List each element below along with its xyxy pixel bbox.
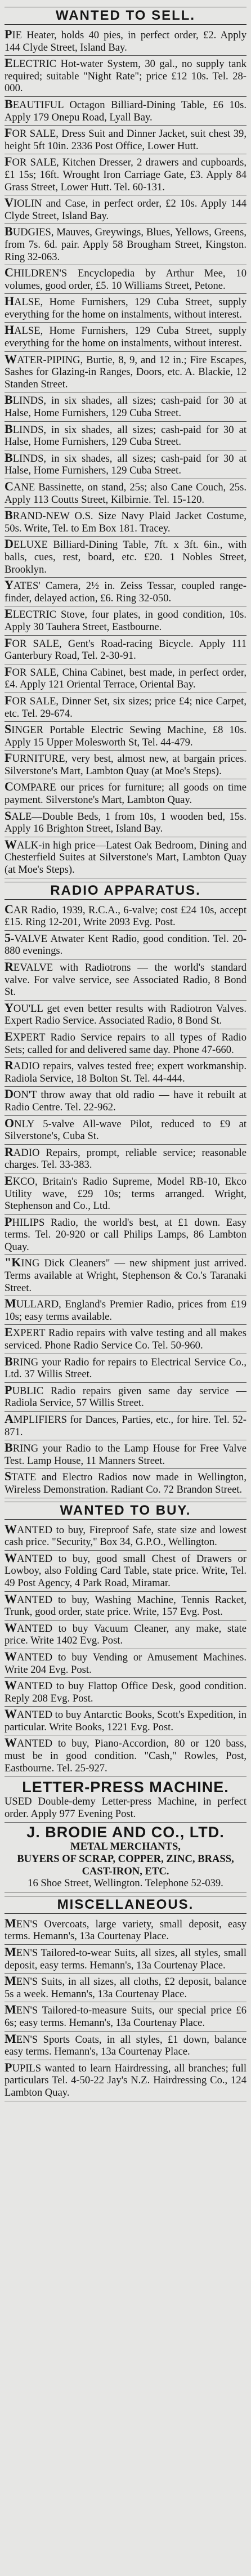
ads-list bbox=[5, 902, 246, 1498]
classified-ad: CHILDREN'S Encyclopedia by Arthur Mee, 10 volumes, good order, £5. 10 Williams Street, Petone. bbox=[5, 265, 246, 294]
classified-ad: DON'T throw away that old radio — have it rebuilt at Radio Centre. Tel. 22-962. bbox=[5, 1087, 246, 1115]
section-wanted-to-sell bbox=[5, 7, 246, 878]
classified-ad: EXPERT Radio repairs with valve testing and all makes serviced. Phone Radio Service Co. Tel. 50-960. bbox=[5, 1325, 246, 1354]
classified-ad: SALE—Double Beds, 1 from 10s, 1 wooden bed, 15s. Apply 16 Brighton Street, Island Bay. bbox=[5, 809, 246, 837]
classified-ad: ONLY 5-valve All-wave Pilot, reduced to £9 at Silverstone's, Cuba St. bbox=[5, 1116, 246, 1145]
classified-ad: RADIO repairs, valves tested free; expert workmanship. Radiola Service, 18 Bolton St. Tel. 44-444. bbox=[5, 1058, 246, 1087]
classified-ad: COMPARE our prices for furniture; all goods on time payment. Silverstone's Mart, Lambton Quay. bbox=[5, 779, 246, 808]
classified-ad: MEN'S Overcoats, large variety, small deposit, easy terms. Hemann's, 13a Courtenay Place. bbox=[5, 1916, 246, 1945]
classified-ad: WANTED to buy, Washing Machine, Tennis Racket, Trunk, good order, state price. Write, 157 Evg. Post. bbox=[5, 1592, 246, 1620]
classified-ad: CAR Radio, 1939, R.C.A., 6-valve; cost £24 10s, accept £15. Ring 12-201, Write 2093 Evg. Post. bbox=[5, 902, 246, 931]
classified-ad: PUPILS wanted to learn Hairdressing, all branches; full particulars Tel. 4-50-22 Jay's N.Z. Hairdressing Co., 124 Lambton Quay. bbox=[5, 2060, 246, 2101]
classified-ad: MEN'S Sports Coats, in all styles, £1 down, balance easy terms. Hemann's, 13a Courtenay Place. bbox=[5, 2032, 246, 2060]
classified-ad: PUBLIC Radio repairs given same day service — Radiola Service, 57 Willis Street. bbox=[5, 1383, 246, 1412]
classified-ad: BLINDS, in six shades, all sizes; cash-paid for 30 at Halse, Home Furnishers, 129 Cuba Street. bbox=[5, 392, 246, 421]
classified-ad: BLINDS, in six shades, all sizes; cash-paid for 30 at Halse, Home Furnishers, 129 Cuba Street. bbox=[5, 450, 246, 479]
classified-ad: HALSE, Home Furnishers, 129 Cuba Street, supply everything for the home on instalments, without interest. bbox=[5, 294, 246, 323]
classified-ad: ELECTRIC Stove, four plates, in good condition, 10s. Apply 30 Tauhera Street, Eastbourne. bbox=[5, 606, 246, 635]
section-header: WANTED TO BUY. bbox=[5, 1502, 246, 1520]
classified-ad: MEN'S Tailored-to-wear Suits, all sizes, all styles, small deposit, easy terms. Hemann's, 13a Courtenay Place. bbox=[5, 1945, 246, 1974]
classified-ad: FOR SALE, Dinner Set, six sizes; price £4; nice Carpet, etc. Tel. 29-674. bbox=[5, 693, 246, 722]
classified-ad: WANTED to buy Flattop Office Desk, good condition. Reply 208 Evg. Post. bbox=[5, 1678, 246, 1707]
classified-ad: REVALVE with Radiotrons — the world's standard valve. For valve service, see Associated Radio, 8 Bond St. bbox=[5, 959, 246, 1001]
classified-ad: WANTED to buy, Piano-Accordion, 80 or 120 bass, must be in good condition. "Cash," Rowles, Post, Eastbourne. Tel. 25-927. bbox=[5, 1735, 246, 1776]
classified-ad: YOU'LL get even better results with Radiotron Valves. Expert Radio Service. Associated Radio, 8 Bond St. bbox=[5, 1001, 246, 1029]
classified-ad: BLINDS, in six shades, all sizes; cash-paid for 30 at Halse, Home Furnishers, 129 Cuba Street. bbox=[5, 422, 246, 450]
classified-ad: WATER-PIPING, Burtie, 8, 9, and 12 in.; Fire Escapes, Sashes for Glazing-in Ranges, Doors, etc. A. Blackie, 12 Standen Street. bbox=[5, 352, 246, 393]
classified-ad: YATES' Camera, 2½ in. Zeiss Tessar, coupled range-finder, delayed action, £6. Ring 32-050. bbox=[5, 578, 246, 606]
classified-ad: WALK-in high price—Latest Oak Bedroom, Dining and Chesterfield Suites at Silverstone's Mart, Lambton Quay (at Moe's Steps). bbox=[5, 837, 246, 878]
classified-ad: BRING your Radio to the Lamp House for Free Valve Test. Lamp House, 11 Manners Street. bbox=[5, 1440, 246, 1469]
display-ad-headline: J. BRODIE AND CO., LTD. bbox=[26, 1824, 225, 1841]
display-ad-body: BUYERS OF SCRAP, COPPER, ZINC, BRASS, CAST-IRON, ETC. bbox=[17, 1853, 234, 1877]
classified-ad: HALSE, Home Furnishers, 129 Cuba Street, supply everything for the home on instalments, without interest. bbox=[5, 323, 246, 351]
classified-ad: 5-VALVE Atwater Kent Radio, good condition. Tel. 20-880 evenings. bbox=[5, 931, 246, 959]
classified-ad: BUDGIES, Mauves, Greywings, Blues, Yellows, Greens, from 7s. 6d. pair. Apply 58 Brougham Street, Kingston. Ring 32-063. bbox=[5, 224, 246, 265]
classified-ad: MULLARD, England's Premier Radio, prices from £19 10s; easy terms available. bbox=[5, 1296, 246, 1325]
classified-ad: SINGER Portable Electric Sewing Machine, £8 10s. Apply 15 Upper Molesworth St, Tel. 44-479. bbox=[5, 722, 246, 751]
display-ad-body: USED Double-demy Letter-press Machine, in perfect order. Apply 977 Evening Post. bbox=[5, 1796, 246, 1820]
ads-list bbox=[5, 1916, 246, 2101]
ads-list bbox=[5, 1522, 246, 1777]
classified-ad: EXPERT Radio Service repairs to all types of Radio Sets; called for and delivered same day. Phone 47-660. bbox=[5, 1029, 246, 1058]
classified-ad: ELECTRIC Hot-water System, 30 gal., no supply tank required; suitable "Night Rate"; price £12 10s. Tel. 28-000. bbox=[5, 56, 246, 97]
classified-ad: VIOLIN and Case, in perfect order, £2 10s. Apply 144 Clyde Street, Island Bay. bbox=[5, 195, 246, 224]
classified-ad: FOR SALE, Dress Suit and Dinner Jacket, suit chest 39, height 5ft 10in. 2336 Post Office, Lower Hutt. bbox=[5, 126, 246, 154]
classified-ad: STATE and Electro Radios now made in Wellington, Wireless Demonstration. Radiant Co. 72 Brandon Street. bbox=[5, 1469, 246, 1498]
ads-list bbox=[5, 27, 246, 878]
classified-ad: BEAUTIFUL Octagon Billiard-Dining Table, £6 10s. Apply 179 Onepu Road, Lyall Bay. bbox=[5, 97, 246, 126]
classified-ad: "KING Dick Cleaners" — new shipment just arrived. Terms available at Wright, Stephenson & Co.'s Taranaki Street. bbox=[5, 1255, 246, 1296]
classified-ad: WANTED to buy Vending or Amusement Machines. Write 204 Evg. Post. bbox=[5, 1649, 246, 1678]
classified-ad: CANE Bassinette, on stand, 25s; also Cane Couch, 25s. Apply 113 Coutts Street, Kilbirnie. Tel. 15-120. bbox=[5, 479, 246, 508]
display-ad-headline: LETTER-PRESS MACHINE. bbox=[22, 1779, 229, 1796]
classified-ad: WANTED to buy Antarctic Books, Scott's Expedition, in particular. Write Books, 1221 Evg. Post. bbox=[5, 1707, 246, 1735]
section-miscellaneous bbox=[5, 1896, 246, 2101]
classified-ad: MEN'S Suits, in all sizes, all cloths, £2 deposit, balance 5s a week. Hemann's, 13a Courtenay Place. bbox=[5, 1974, 246, 2002]
classified-ad: BRING your Radio for repairs to Electrical Service Co., Ltd. 37 Willis Street. bbox=[5, 1354, 246, 1383]
classified-ad: FOR SALE, Gent's Road-racing Bicycle. Apply 111 Ganterbury Road, Tel. 2-30-91. bbox=[5, 636, 246, 664]
newspaper-classifieds-column bbox=[5, 0, 246, 2107]
display-ad-letterpress bbox=[5, 1778, 246, 1823]
classified-ad: EKCO, Britain's Radio Supreme, Model RB-10, Ekco Utility wave, £29 10s; terms arranged. Wright, Stephenson and Co., Ltd. bbox=[5, 1173, 246, 1215]
display-ad-brodie bbox=[5, 1823, 246, 1892]
classified-ad: FOR SALE, Kitchen Dresser, 2 drawers and cupboards, £1 15s; 16ft. Wrought Iron Carriage Gate, £3. Apply 84 Grass Street, Lower Hutt. Tel. 60-131. bbox=[5, 154, 246, 195]
classified-ad: MEN'S Tailored-to-measure Suits, our special price £6 6s; easy terms. Hemann's, 13a Courtenay Place. bbox=[5, 2002, 246, 2031]
classified-ad: WANTED to buy Vacuum Cleaner, any make, state price. Write 1402 Evg. Post. bbox=[5, 1620, 246, 1649]
classified-ad: PHILIPS Radio, the world's best, at £1 down. Easy terms. Tel. 20-920 or call Philips Lamps, 86 Lambton Quay. bbox=[5, 1215, 246, 1256]
section-header: MISCELLANEOUS. bbox=[5, 1896, 246, 1914]
classified-ad: BRAND-NEW O.S. Size Navy Plaid Jacket Costume, 50s. Write, Tel. to Em Box 181. Tracey. bbox=[5, 508, 246, 537]
section-header: WANTED TO SELL. bbox=[5, 7, 246, 25]
classified-ad: FURNITURE, very best, almost new, at bargain prices. Silverstone's Mart, Lambton Quay (at Moe's Steps). bbox=[5, 751, 246, 779]
classified-ad: WANTED to buy, Fireproof Safe, state size and lowest cash price. "Security," Box 34, G.P.O., Wellington. bbox=[5, 1522, 246, 1551]
classified-ad: RADIO Repairs, prompt, reliable service; reasonable charges. Tel. 33-383. bbox=[5, 1145, 246, 1173]
classified-ad: FOR SALE, China Cabinet, best made, in perfect order, £4. Apply 121 Oriental Terrace, Oriental Bay. bbox=[5, 664, 246, 693]
section-header: RADIO APPARATUS. bbox=[5, 882, 246, 900]
section-wanted-to-buy bbox=[5, 1502, 246, 1777]
classified-ad: PIE Heater, holds 40 pies, in perfect order, £2. Apply 144 Clyde Street, Island Bay. bbox=[5, 27, 246, 56]
display-ad-subhead: METAL MERCHANTS, bbox=[70, 1841, 181, 1853]
classified-ad: AMPLIFIERS for Dances, Parties, etc., for hire. Tel. 52-871. bbox=[5, 1412, 246, 1440]
section-radio-apparatus bbox=[5, 882, 246, 1498]
display-ad-address: 16 Shoe Street, Wellington. Telephone 52-039. bbox=[28, 1877, 223, 1890]
classified-ad: DELUXE Billiard-Dining Table, 7ft. x 3ft. 6in., with balls, cues, rest, board, etc. £20. 1 Nobles Street, Brooklyn. bbox=[5, 537, 246, 578]
classified-ad: WANTED to buy, good small Chest of Drawers or Lowboy, also Folding Card Table, state price. Write, Tel. 49 Post Agency, 4 Park Road, Miramar. bbox=[5, 1551, 246, 1592]
